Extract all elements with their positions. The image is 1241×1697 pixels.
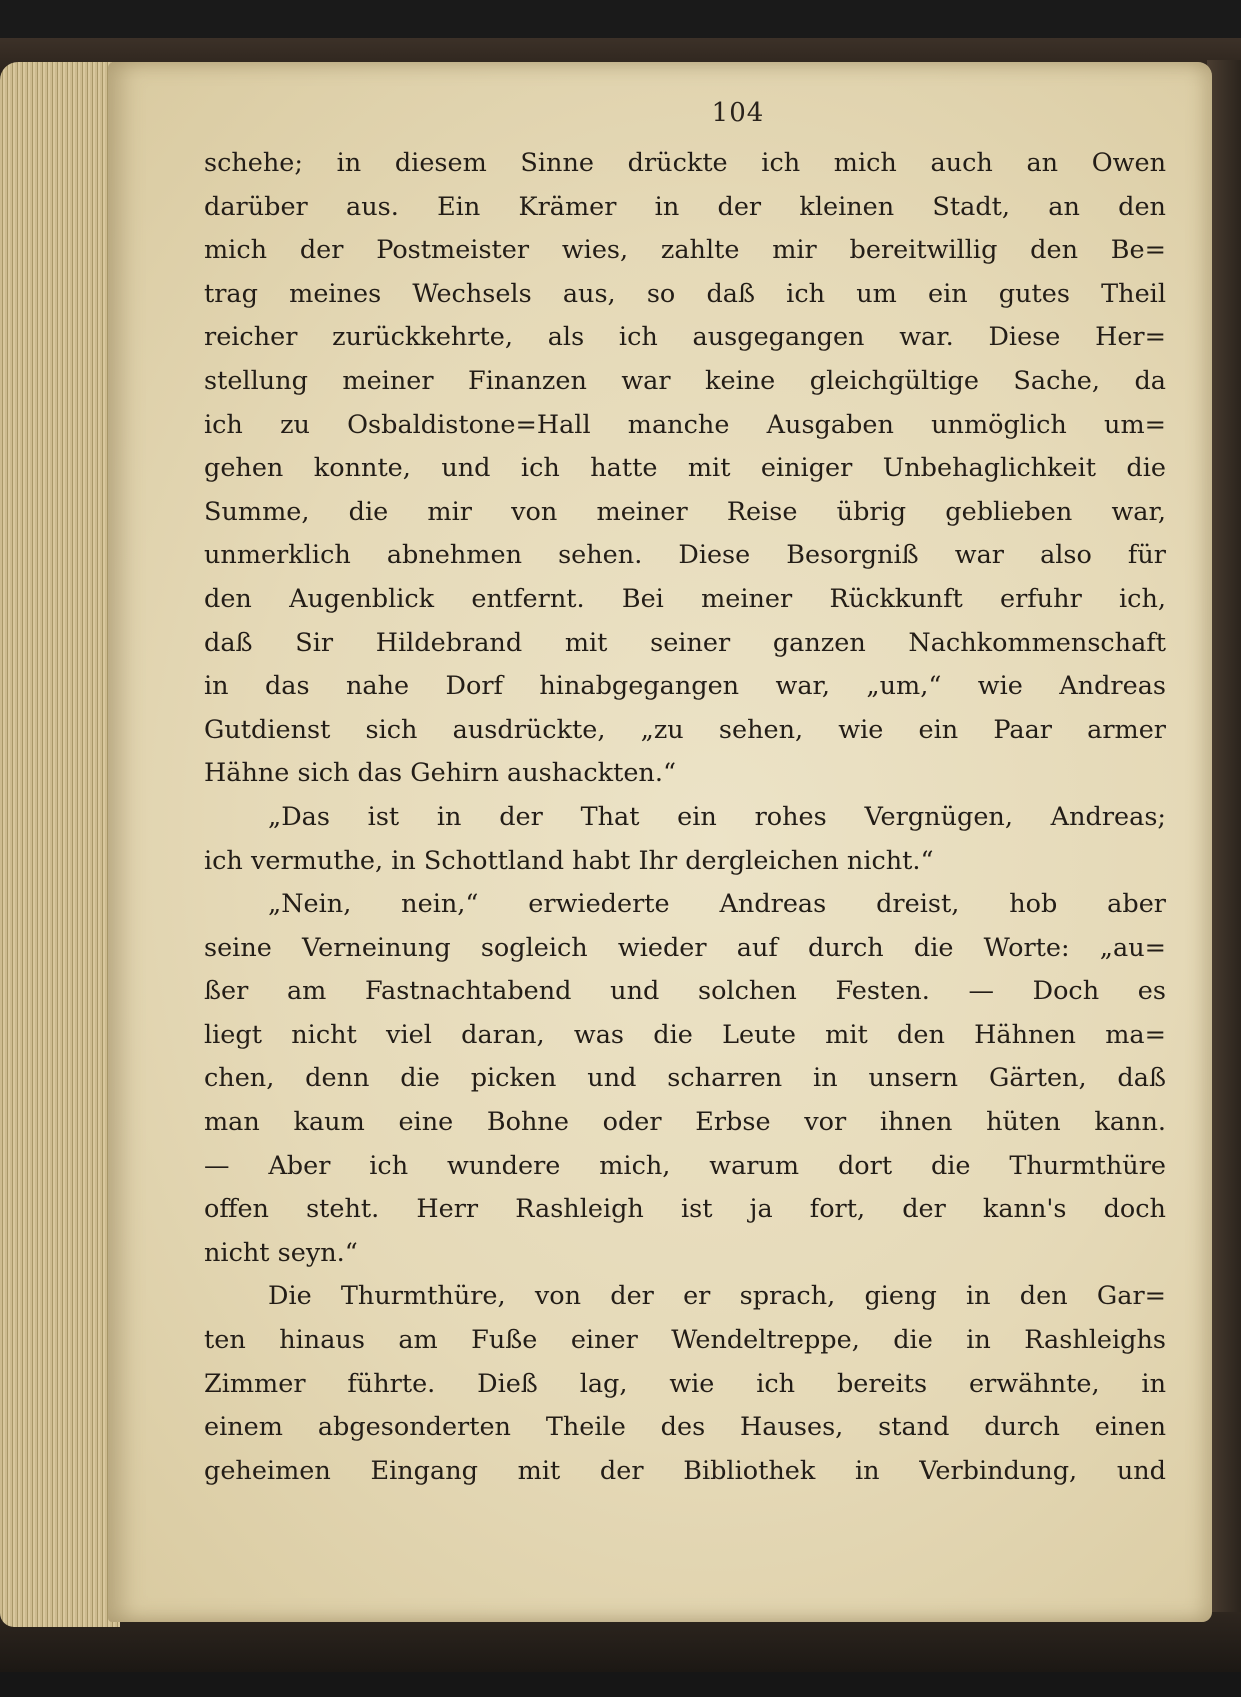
text-line: daß Sir Hildebrand mit seiner ganzen Nachkommenschaft [204,627,1166,658]
text-line: darüber aus. Ein Krämer in der kleinen Stadt, an den [204,191,1166,222]
text-line: Hähne sich das Gehirn aushackten.“ [204,758,676,789]
book-page [108,62,1212,1622]
text-line: seine Verneinung sogleich wieder auf durch die Worte: „au= [204,932,1166,963]
text-line: Zimmer führte. Dieß lag, wie ich bereits erwähnte, in [204,1368,1166,1399]
page-edges [0,62,120,1627]
text-line: mich der Postmeister wies, zahlte mir bereitwillig den Be= [204,235,1166,266]
text-line: „Das ist in der That ein rohes Vergnügen, Andreas; [268,801,1166,832]
page-number: 104 [711,98,765,128]
text-line: trag meines Wechsels aus, so daß ich um ein gutes Theil [204,278,1166,309]
text-line: Summe, die mir von meiner Reise übrig geblieben war, [204,496,1166,527]
text-line: liegt nicht viel daran, was die Leute mit den Hähnen ma= [204,1019,1166,1050]
text-line: Die Thurmthüre, von der er sprach, gieng in den Gar= [268,1281,1166,1312]
text-line: stellung meiner Finanzen war keine gleichgültige Sache, da [204,365,1166,396]
text-line: — Aber ich wundere mich, warum dort die Thurmthüre [204,1150,1166,1181]
book-cover-right [1207,60,1241,1620]
text-line: geheimen Eingang mit der Bibliothek in Verbindung, und [204,1455,1166,1486]
text-line: unmerklich abnehmen sehen. Diese Besorgniß war also für [204,540,1166,571]
body-text [204,142,1166,1493]
text-line: nicht seyn.“ [204,1237,358,1268]
text-line: Gutdienst sich ausdrückte, „zu sehen, wie ein Paar armer [204,714,1166,745]
text-line: den Augenblick entfernt. Bei meiner Rückkunft erfuhr ich, [204,583,1166,614]
text-line: ßer am Fastnachtabend und solchen Festen. — Doch es [204,976,1166,1007]
text-line: chen, denn die picken und scharren in unsern Gärten, daß [204,1063,1166,1094]
text-line: man kaum eine Bohne oder Erbse vor ihnen hüten kann. [204,1107,1166,1138]
text-line: reicher zurückkehrte, als ich ausgegangen war. Diese Her= [204,322,1166,353]
text-line: „Nein, nein,“ erwiederte Andreas dreist, hob aber [268,889,1166,920]
text-line: schehe; in diesem Sinne drückte ich mich auch an Owen [204,148,1166,178]
text-line: ten hinaus am Fuße einer Wendeltreppe, die in Rashleighs [204,1325,1166,1356]
text-line: in das nahe Dorf hinabgegangen war, „um,“ wie Andreas [204,671,1166,702]
text-line: ich zu Osbaldistone=Hall manche Ausgaben unmöglich um= [204,409,1166,440]
text-line: einem abgesonderten Theile des Hauses, stand durch einen [204,1412,1166,1443]
text-line: gehen konnte, und ich hatte mit einiger Unbehaglichkeit die [204,453,1166,484]
text-line: offen steht. Herr Rashleigh ist ja fort, der kann's doch [204,1194,1166,1225]
text-line: ich vermuthe, in Schottland habt Ihr dergleichen nicht.“ [204,845,934,876]
